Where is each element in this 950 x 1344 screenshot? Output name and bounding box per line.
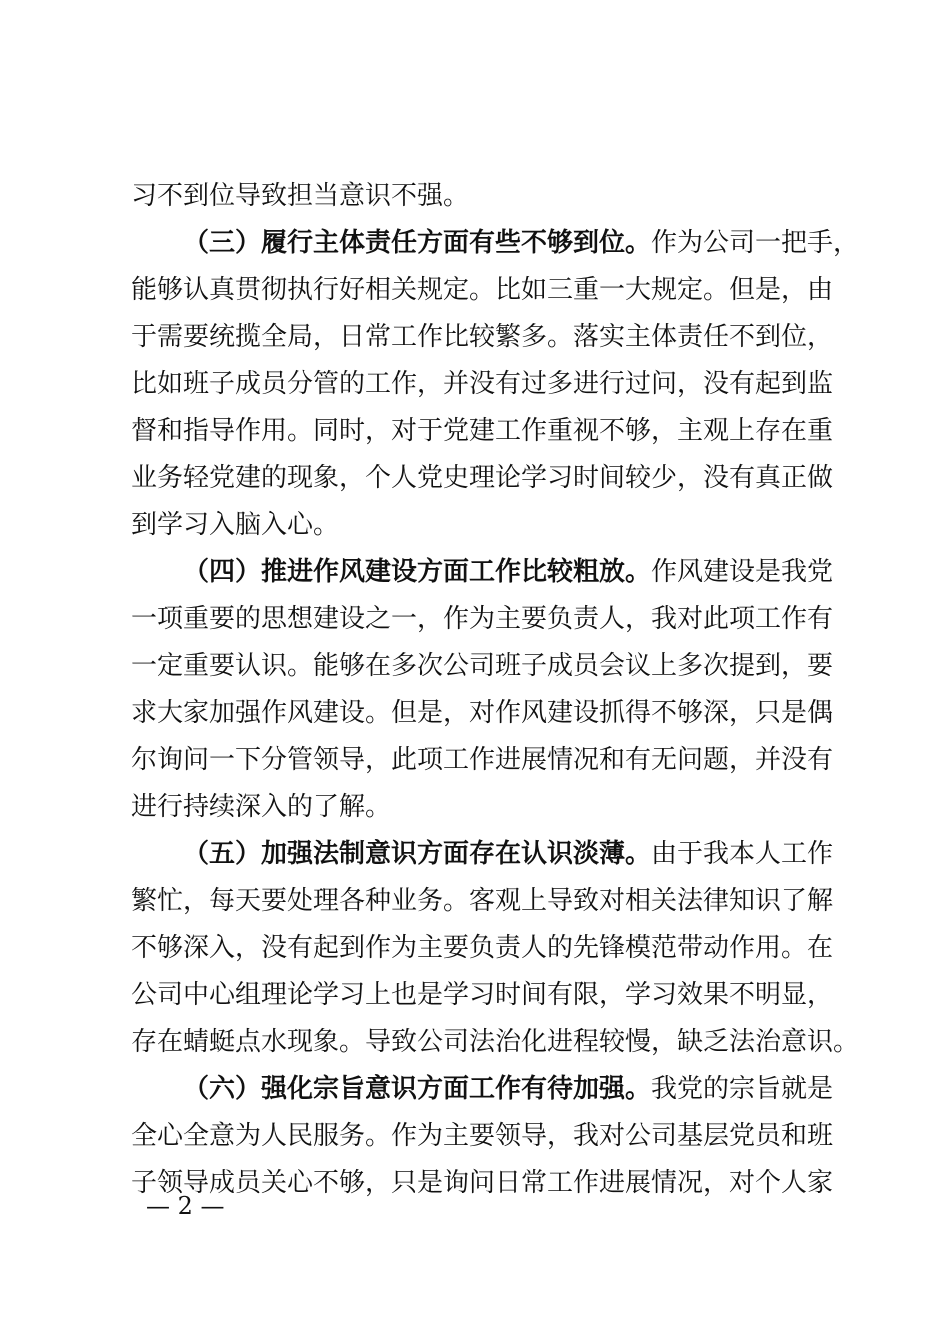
body-text-line: 业务轻党建的现象，个人党史理论学习时间较少，没有真正做 [131, 463, 834, 493]
page-number: — 2 — [146, 1192, 225, 1220]
body-text-line: 于需要统揽全局，日常工作比较繁多。落实主体责任不到位， [131, 322, 834, 352]
section-heading-4: （四）推进作风建设方面工作比较粗放。 [183, 557, 652, 587]
body-text-line: 进行持续深入的了解。 [131, 792, 392, 822]
section-heading-line [183, 223, 860, 263]
body-text-line: 公司中心组理论学习上也是学习时间有限，学习效果不明显， [131, 980, 834, 1010]
body-text-line: 尔询问一下分管领导，此项工作进展情况和有无问题，并没有 [131, 745, 834, 775]
body-text-line: 求大家加强作风建设。但是，对作风建设抓得不够深，只是偶 [131, 698, 834, 728]
body-text-line: 全心全意为人民服务。作为主要领导，我对公司基层党员和班 [131, 1121, 834, 1151]
body-text-span: 作为公司一把手， [651, 228, 860, 258]
body-text-line: 子领导成员关心不够，只是询问日常工作进展情况，对个人家 [131, 1168, 834, 1198]
body-text-line: 到学习入脑入心。 [131, 510, 340, 540]
body-text-span: 作风建设是我党 [651, 557, 834, 587]
section-heading-line [183, 834, 834, 874]
body-text-line: 不够深入，没有起到作为主要负责人的先锋模范带动作用。在 [131, 933, 834, 963]
section-heading-6: （六）强化宗旨意识方面工作有待加强。 [183, 1074, 652, 1104]
body-text-line: 存在蜻蜓点水现象。导致公司法治化进程较慢，缺乏法治意识。 [131, 1027, 860, 1057]
section-heading-line [183, 552, 834, 592]
body-text-line: 比如班子成员分管的工作，并没有过多进行过问，没有起到监 [131, 369, 834, 399]
body-text-line: 一定重要认识。能够在多次公司班子成员会议上多次提到，要 [131, 651, 834, 681]
body-text-span: 我党的宗旨就是 [651, 1074, 834, 1104]
body-text-line: 习不到位导致担当意识不强。 [131, 181, 470, 211]
body-text-line: 一项重要的思想建设之一，作为主要负责人，我对此项工作有 [131, 604, 834, 634]
section-heading-5: （五）加强法制意识方面存在认识淡薄。 [183, 839, 652, 869]
section-heading-3: （三）履行主体责任方面有些不够到位。 [183, 228, 652, 258]
body-text-line: 能够认真贯彻执行好相关规定。比如三重一大规定。但是，由 [131, 275, 834, 305]
body-text-line: 繁忙，每天要处理各种业务。客观上导致对相关法律知识了解 [131, 886, 834, 916]
body-text-span: 由于我本人工作 [651, 839, 834, 869]
section-heading-line [183, 1069, 834, 1109]
body-text-line: 督和指导作用。同时，对于党建工作重视不够，主观上存在重 [131, 416, 834, 446]
